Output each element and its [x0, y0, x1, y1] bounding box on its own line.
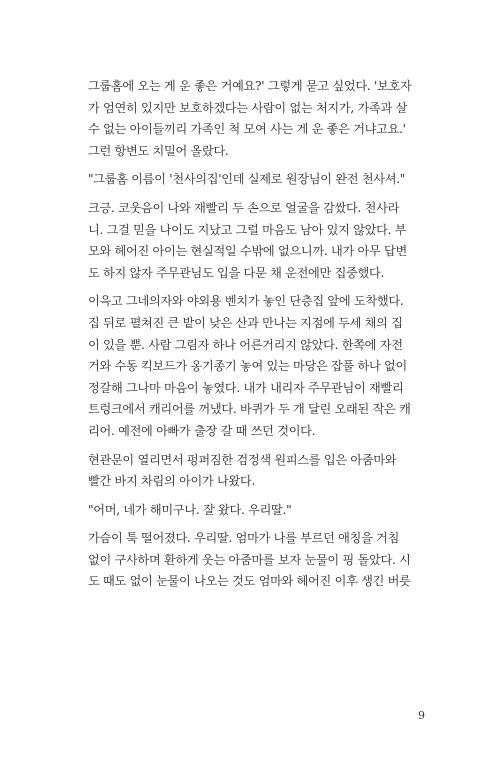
text-line: 집 뒤로 펼쳐진 큰 밭이 낮은 산과 만나는 지점에 두세 채의 집: [88, 315, 403, 330]
paragraph-gap: [88, 191, 430, 198]
text-line: 정갈해 그나마 마음이 놓였다. 내가 내리자 주무관님이 재빨리: [88, 380, 404, 395]
text-line: 니. 그걸 믿을 나이도 지났고 그럴 마음도 남아 있지 않았다. 부: [88, 222, 407, 237]
paragraph: [88, 291, 430, 442]
text-line: 도 때도 없이 눈물이 나오는 것도 엄마와 헤어진 이후 생긴 버릇: [88, 574, 411, 589]
paragraph-gap: [88, 443, 430, 450]
paragraph-gap: [88, 284, 430, 291]
book-page-body: [88, 76, 430, 593]
paragraph-gap: [88, 521, 430, 528]
text-line: 거와 수동 킥보드가 옹기종기 놓여 있는 마당은 잡풀 하나 없이: [88, 359, 407, 374]
text-line: 트렁크에서 캐리어를 꺼냈다. 바퀴가 두 개 달린 오래된 작은 캐: [88, 402, 411, 417]
text-line: 빨간 바지 차림의 아이가 나왔다.: [88, 474, 256, 489]
text-line: 리어. 예전에 아빠가 출장 갈 때 쓰던 것이다.: [88, 423, 316, 438]
paragraph: [88, 450, 430, 493]
text-line: 모와 헤어진 아이는 현실적일 수밖에 없으니까. 내가 아무 답변: [88, 244, 407, 259]
text-line: 이 있을 뿐. 사람 그림자 하나 어른거리지 않았다. 한쪽에 자전: [88, 337, 403, 352]
paragraph-gap: [88, 162, 430, 169]
text-line: 수 없는 아이들끼리 가족인 척 모여 사는 게 운 좋은 거냐고요.': [88, 122, 406, 137]
paragraph: [88, 500, 430, 522]
text-line: 도 하지 않자 주무관님도 입을 다문 채 운전에만 집중했다.: [88, 265, 385, 280]
paragraph: [88, 76, 430, 162]
paragraph-gap: [88, 493, 430, 500]
text-line: "어머, 네가 해미구나. 잘 왔다. 우리딸.": [88, 502, 292, 517]
text-line: 그런 항변도 치밀어 올랐다.: [88, 143, 229, 158]
text-line: 없이 구사하며 환하게 웃는 아줌마를 보자 눈물이 핑 돌았다. 시: [88, 552, 411, 567]
text-line: 현관문이 열리면서 펑퍼짐한 검정색 원피스를 입은 아줌마와: [88, 452, 397, 467]
paragraph: [88, 169, 430, 191]
text-line: 이윽고 그네의자와 야외용 벤치가 놓인 단층집 앞에 도착했다.: [88, 294, 404, 309]
text-line: 가슴이 툭 떨어졌다. 우리딸. 엄마가 나를 부르던 애칭을 거침: [88, 531, 400, 546]
paragraph: [88, 528, 430, 593]
text-line: 가 엄연히 있지만 보호하겠다는 사람이 없는 처지가, 가족과 살: [88, 100, 407, 115]
paragraph: [88, 198, 430, 284]
page-number: 9: [418, 709, 425, 722]
text-line: 크긍. 코웃음이 나와 재빨리 두 손으로 얼굴을 감쌌다. 천사라: [88, 200, 400, 215]
text-line: "그룹홈 이름이 '천사의집'인데 실제로 원장님이 완전 천사셔.": [88, 172, 406, 187]
text-line: 그룹홈에 오는 게 운 좋은 거예요?' 그렇게 묻고 싶었다. '보호자: [88, 79, 412, 93]
